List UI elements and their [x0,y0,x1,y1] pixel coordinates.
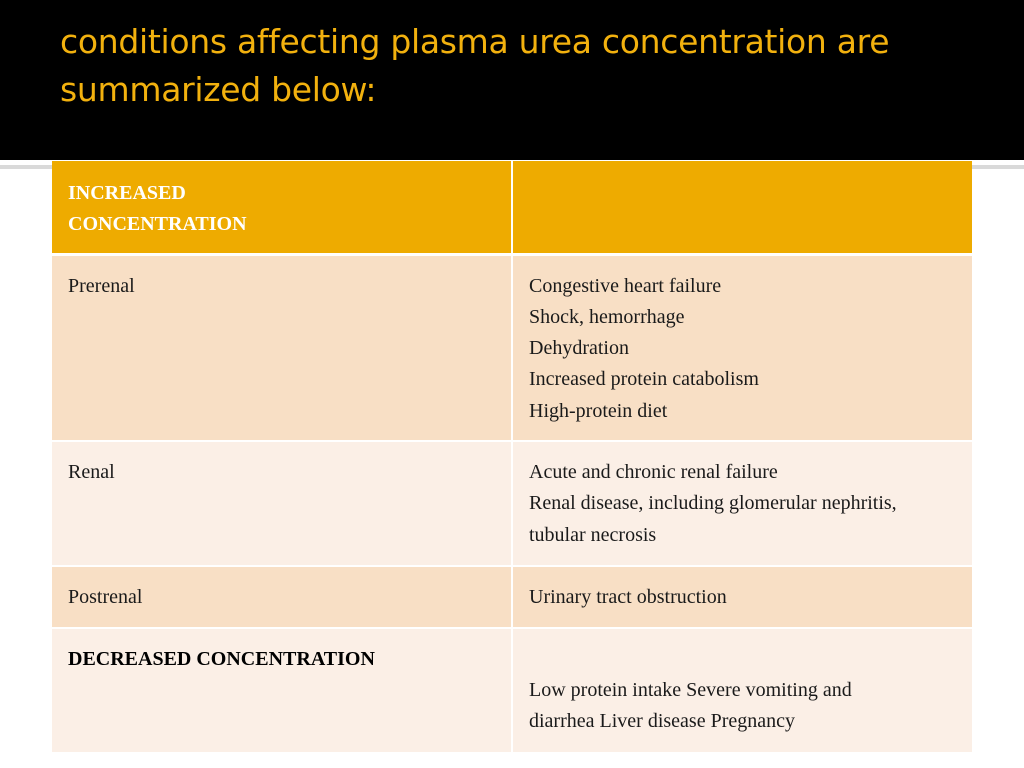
table-header-row [52,161,972,254]
category-cell: Prerenal [52,254,512,441]
table-row-prerenal [52,254,972,441]
table-row-postrenal [52,566,972,628]
divider-left [0,165,52,169]
header-line: INCREASED [68,182,186,204]
slide-title: conditions affecting plasma urea concentration are summarized below: [60,22,890,109]
header-line: CONCENTRATION [68,213,247,236]
header-cell-increased [52,161,512,254]
condition-item: Low protein intake Severe vomiting and [529,679,852,701]
category-cell: Renal [52,441,512,566]
condition-item: Urinary tract obstruction [529,586,727,608]
condition-item: tubular necrosis [529,523,657,546]
condition-item: Renal disease, including glomerular nephritis, [529,492,897,515]
condition-item: Acute and chronic renal failure [529,461,778,483]
condition-item: Congestive heart failure [529,274,722,297]
conditions-cell [512,566,972,628]
table-row-decreased [52,628,972,752]
condition-item: Increased protein catabolism [529,368,759,391]
header-cell-empty [512,161,972,254]
condition-item: Dehydration [529,337,629,360]
condition-item: diarrhea Liver disease Pregnancy [529,710,795,733]
conditions-cell [512,254,972,441]
category-cell-decreased: DECREASED CONCENTRATION [52,628,512,752]
condition-item: High-protein diet [529,399,668,422]
title-band [0,0,1024,160]
condition-item: Shock, hemorrhage [529,305,685,328]
category-cell: Postrenal [52,566,512,628]
urea-conditions-table [52,161,972,752]
conditions-cell [512,628,972,752]
table-row-renal [52,441,972,566]
conditions-cell [512,441,972,566]
divider-right [972,165,1024,169]
